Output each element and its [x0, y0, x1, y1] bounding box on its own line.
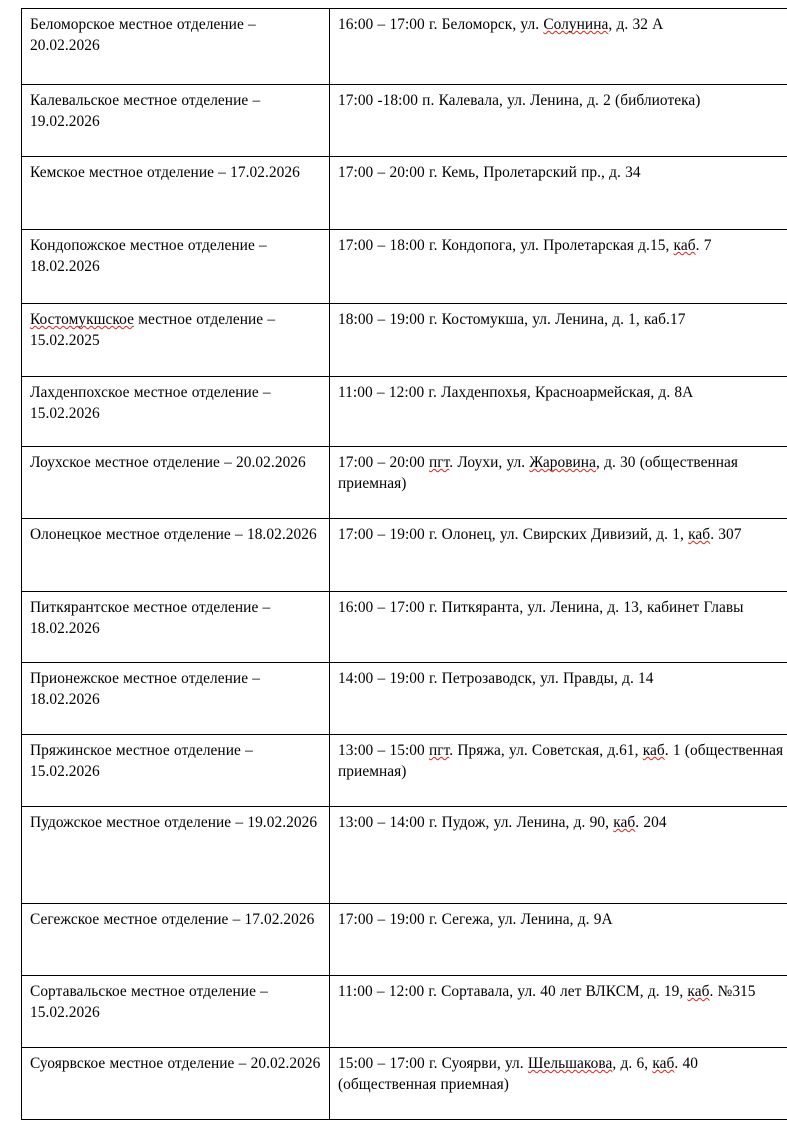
office-cell — [22, 807, 330, 904]
office-cell — [22, 592, 330, 663]
text-run: Суоярвское местное отделение – 20.02.2026 — [30, 1055, 321, 1072]
table-row — [22, 904, 787, 976]
misspelled-word: каб — [613, 814, 636, 831]
text-run: 14:00 – 19:00 г. Петрозаводск, ул. Правды, д. 14 — [338, 670, 654, 687]
text-run: , д. 30 (общественная приемная) — [338, 454, 739, 493]
details-cell — [330, 1048, 787, 1120]
text-run: 13:00 – 14:00 г. Пудож, ул. Ленина, д. 90, — [338, 814, 614, 831]
text-run: 17:00 – 20:00 г. Кемь, Пролетарский пр., д. 34 — [338, 164, 641, 181]
table-row — [22, 807, 787, 904]
text-run: Кондопожское местное отделение – 18.02.2026 — [30, 237, 267, 276]
table-row — [22, 735, 787, 807]
misspelled-word: каб — [642, 742, 665, 759]
details-cell — [330, 519, 787, 592]
table-row — [22, 377, 787, 447]
details-cell — [330, 157, 787, 230]
details-cell — [330, 377, 787, 447]
details-cell — [330, 304, 787, 377]
text-run: Пряжинское местное отделение – 15.02.2026 — [30, 742, 253, 781]
text-run: Беломорское местное отделение – 20.02.2026 — [30, 16, 256, 55]
text-run: . 7 — [695, 237, 712, 254]
text-run: 17:00 – 19:00 г. Сегежа, ул. Ленина, д. 9А — [338, 911, 613, 928]
text-run: . Пряжа, ул. Советская, д.61, — [449, 742, 643, 759]
schedule-table — [21, 8, 787, 1120]
misspelled-word: каб — [652, 1055, 675, 1072]
office-cell — [22, 904, 330, 976]
misspelled-word: Костомукшское — [30, 311, 134, 328]
text-run: Питкярантское местное отделение – 18.02.2026 — [30, 599, 271, 638]
text-run: . 307 — [710, 526, 742, 543]
details-cell — [330, 85, 787, 157]
text-run: . Лоухи, ул. — [449, 454, 530, 471]
details-cell — [330, 447, 787, 519]
text-run: Калевальское местное отделение – 19.02.2026 — [30, 92, 261, 131]
text-run: , д. 6, — [612, 1055, 653, 1072]
office-cell — [22, 447, 330, 519]
text-run: Лоухское местное отделение – 20.02.2026 — [30, 454, 306, 471]
misspelled-word: каб — [687, 983, 710, 1000]
office-cell — [22, 663, 330, 735]
table-row — [22, 1048, 787, 1120]
office-cell — [22, 9, 330, 85]
schedule-table-body — [22, 9, 787, 1120]
misspelled-word: каб — [688, 526, 711, 543]
text-run: 16:00 – 17:00 г. Питкяранта, ул. Ленина, д. 13, кабинет Главы — [338, 599, 744, 616]
misspelled-word: каб — [673, 237, 696, 254]
details-cell — [330, 904, 787, 976]
text-run: Лахденпохское местное отделение – 15.02.2026 — [30, 384, 271, 423]
text-run: 17:00 -18:00 п. Калевала, ул. Ленина, д. 2 (библиотека) — [338, 92, 701, 109]
office-cell — [22, 304, 330, 377]
text-run: Кемское местное отделение – 17.02.2026 — [30, 164, 300, 181]
office-cell — [22, 1048, 330, 1120]
misspelled-word: пгт — [428, 454, 450, 471]
table-row — [22, 447, 787, 519]
misspelled-word: Шельшакова — [527, 1055, 613, 1072]
details-cell — [330, 230, 787, 304]
table-row — [22, 304, 787, 377]
table-row — [22, 976, 787, 1048]
details-cell — [330, 592, 787, 663]
text-run: 15:00 – 17:00 г. Суоярви, ул. — [338, 1055, 528, 1072]
text-run: 11:00 – 12:00 г. Лахденпохья, Красноармейская, д. 8А — [338, 384, 694, 401]
text-run: местное отделение – 15.02.2025 — [30, 311, 276, 350]
office-cell — [22, 735, 330, 807]
details-cell — [330, 663, 787, 735]
text-run: 18:00 – 19:00 г. Костомукша, ул. Ленина, д. 1, каб.17 — [338, 311, 686, 328]
text-run: 13:00 – 15:00 — [338, 742, 429, 759]
details-cell — [330, 807, 787, 904]
text-run: 17:00 – 18:00 г. Кондопога, ул. Пролетарская д.15, — [338, 237, 674, 254]
table-row — [22, 85, 787, 157]
table-row — [22, 230, 787, 304]
table-row — [22, 592, 787, 663]
misspelled-word: Жаровина — [529, 454, 596, 471]
text-run: . 40 (общественная приемная) — [338, 1055, 698, 1094]
text-run: Олонецкое местное отделение – 18.02.2026 — [30, 526, 317, 543]
office-cell — [22, 519, 330, 592]
text-run: 17:00 – 20:00 — [338, 454, 429, 471]
misspelled-word: пгт — [428, 742, 450, 759]
details-cell — [330, 9, 787, 85]
text-run: . №315 — [709, 983, 756, 1000]
office-cell — [22, 377, 330, 447]
office-cell — [22, 157, 330, 230]
details-cell — [330, 735, 787, 807]
text-run: 16:00 – 17:00 г. Беломорск, ул. — [338, 16, 544, 33]
text-run: Пудожское местное отделение – 19.02.2026 — [30, 814, 318, 831]
table-row — [22, 157, 787, 230]
text-run: Прионежское местное отделение – 18.02.2026 — [30, 670, 261, 709]
text-run: Сегежское местное отделение – 17.02.2026 — [30, 911, 315, 928]
office-cell — [22, 230, 330, 304]
misspelled-word: Солунина — [543, 16, 609, 33]
text-run: 11:00 – 12:00 г. Сортавала, ул. 40 лет ВЛКСМ, д. 19, — [338, 983, 688, 1000]
text-run: , д. 32 А — [608, 16, 664, 33]
table-row — [22, 9, 787, 85]
details-cell — [330, 976, 787, 1048]
text-run: 17:00 – 19:00 г. Олонец, ул. Свирских Дивизий, д. 1, — [338, 526, 689, 543]
table-row — [22, 519, 787, 592]
text-run: . 1 (общественная приемная) — [338, 742, 784, 781]
text-run: . 204 — [635, 814, 667, 831]
office-cell — [22, 976, 330, 1048]
table-row — [22, 663, 787, 735]
office-cell — [22, 85, 330, 157]
text-run: Сортавальское местное отделение – 15.02.2026 — [30, 983, 268, 1022]
